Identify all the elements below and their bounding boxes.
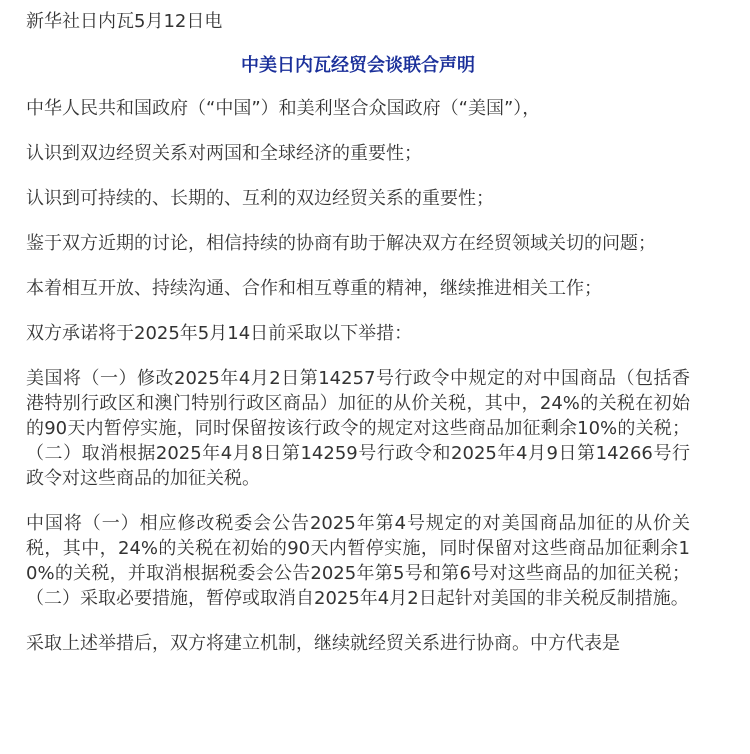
- paragraph-commitment: 双方承诺将于2025年5月14日前采取以下举措：: [26, 323, 413, 344]
- article-title: 中美日内瓦经贸会谈联合声明: [241, 55, 475, 76]
- article: [26, 8, 690, 676]
- dateline: 新华社日内瓦5月12日电: [26, 11, 223, 32]
- paragraph-spirit: 本着相互开放、持续沟通、合作和相互尊重的精神，继续推进相关工作；: [26, 278, 602, 299]
- paragraph-parties: 中华人民共和国政府（“中国”）和美利坚合众国政府（“美国”），: [26, 98, 541, 119]
- paragraph-sustainable-relations: 认识到可持续的、长期的、互利的双边经贸关系的重要性；: [26, 188, 494, 209]
- paragraph-importance-global: 认识到双边经贸关系对两国和全球经济的重要性；: [26, 143, 422, 164]
- paragraph-mechanism: 采取上述举措后，双方将建立机制，继续就经贸关系进行协商。中方代表是: [26, 633, 620, 654]
- paragraph-us-measures: 美国将（一）修改2025年4月2日第14257号行政令中规定的对中国商品（包括香港特别行政区和澳门特别行政区商品）加征的从价关税，其中，24%的关税在初始的90天内暂停实施，同时保留按该行政令的规定对这些商品加征剩余10%的关税；（二）取消根据2025年4月8日第14259号行政令和2025年4月9日第14266号行政令对这些商品的加征关税。: [26, 368, 690, 489]
- paragraph-recent-discussions: 鉴于双方近期的讨论，相信持续的协商有助于解决双方在经贸领域关切的问题；: [26, 233, 656, 254]
- paragraph-china-measures: 中国将（一）相应修改税委会公告2025年第4号规定的对美国商品加征的从价关税，其中，24%的关税在初始的90天内暂停实施，同时保留对这些商品加征剩余10%的关税，并取消根据税委会公告2025年第5号和第6号对这些商品的加征关税；（二）采取必要措施，暂停或取消自2025年4月2日起针对美国的非关税反制措施。: [26, 513, 690, 609]
